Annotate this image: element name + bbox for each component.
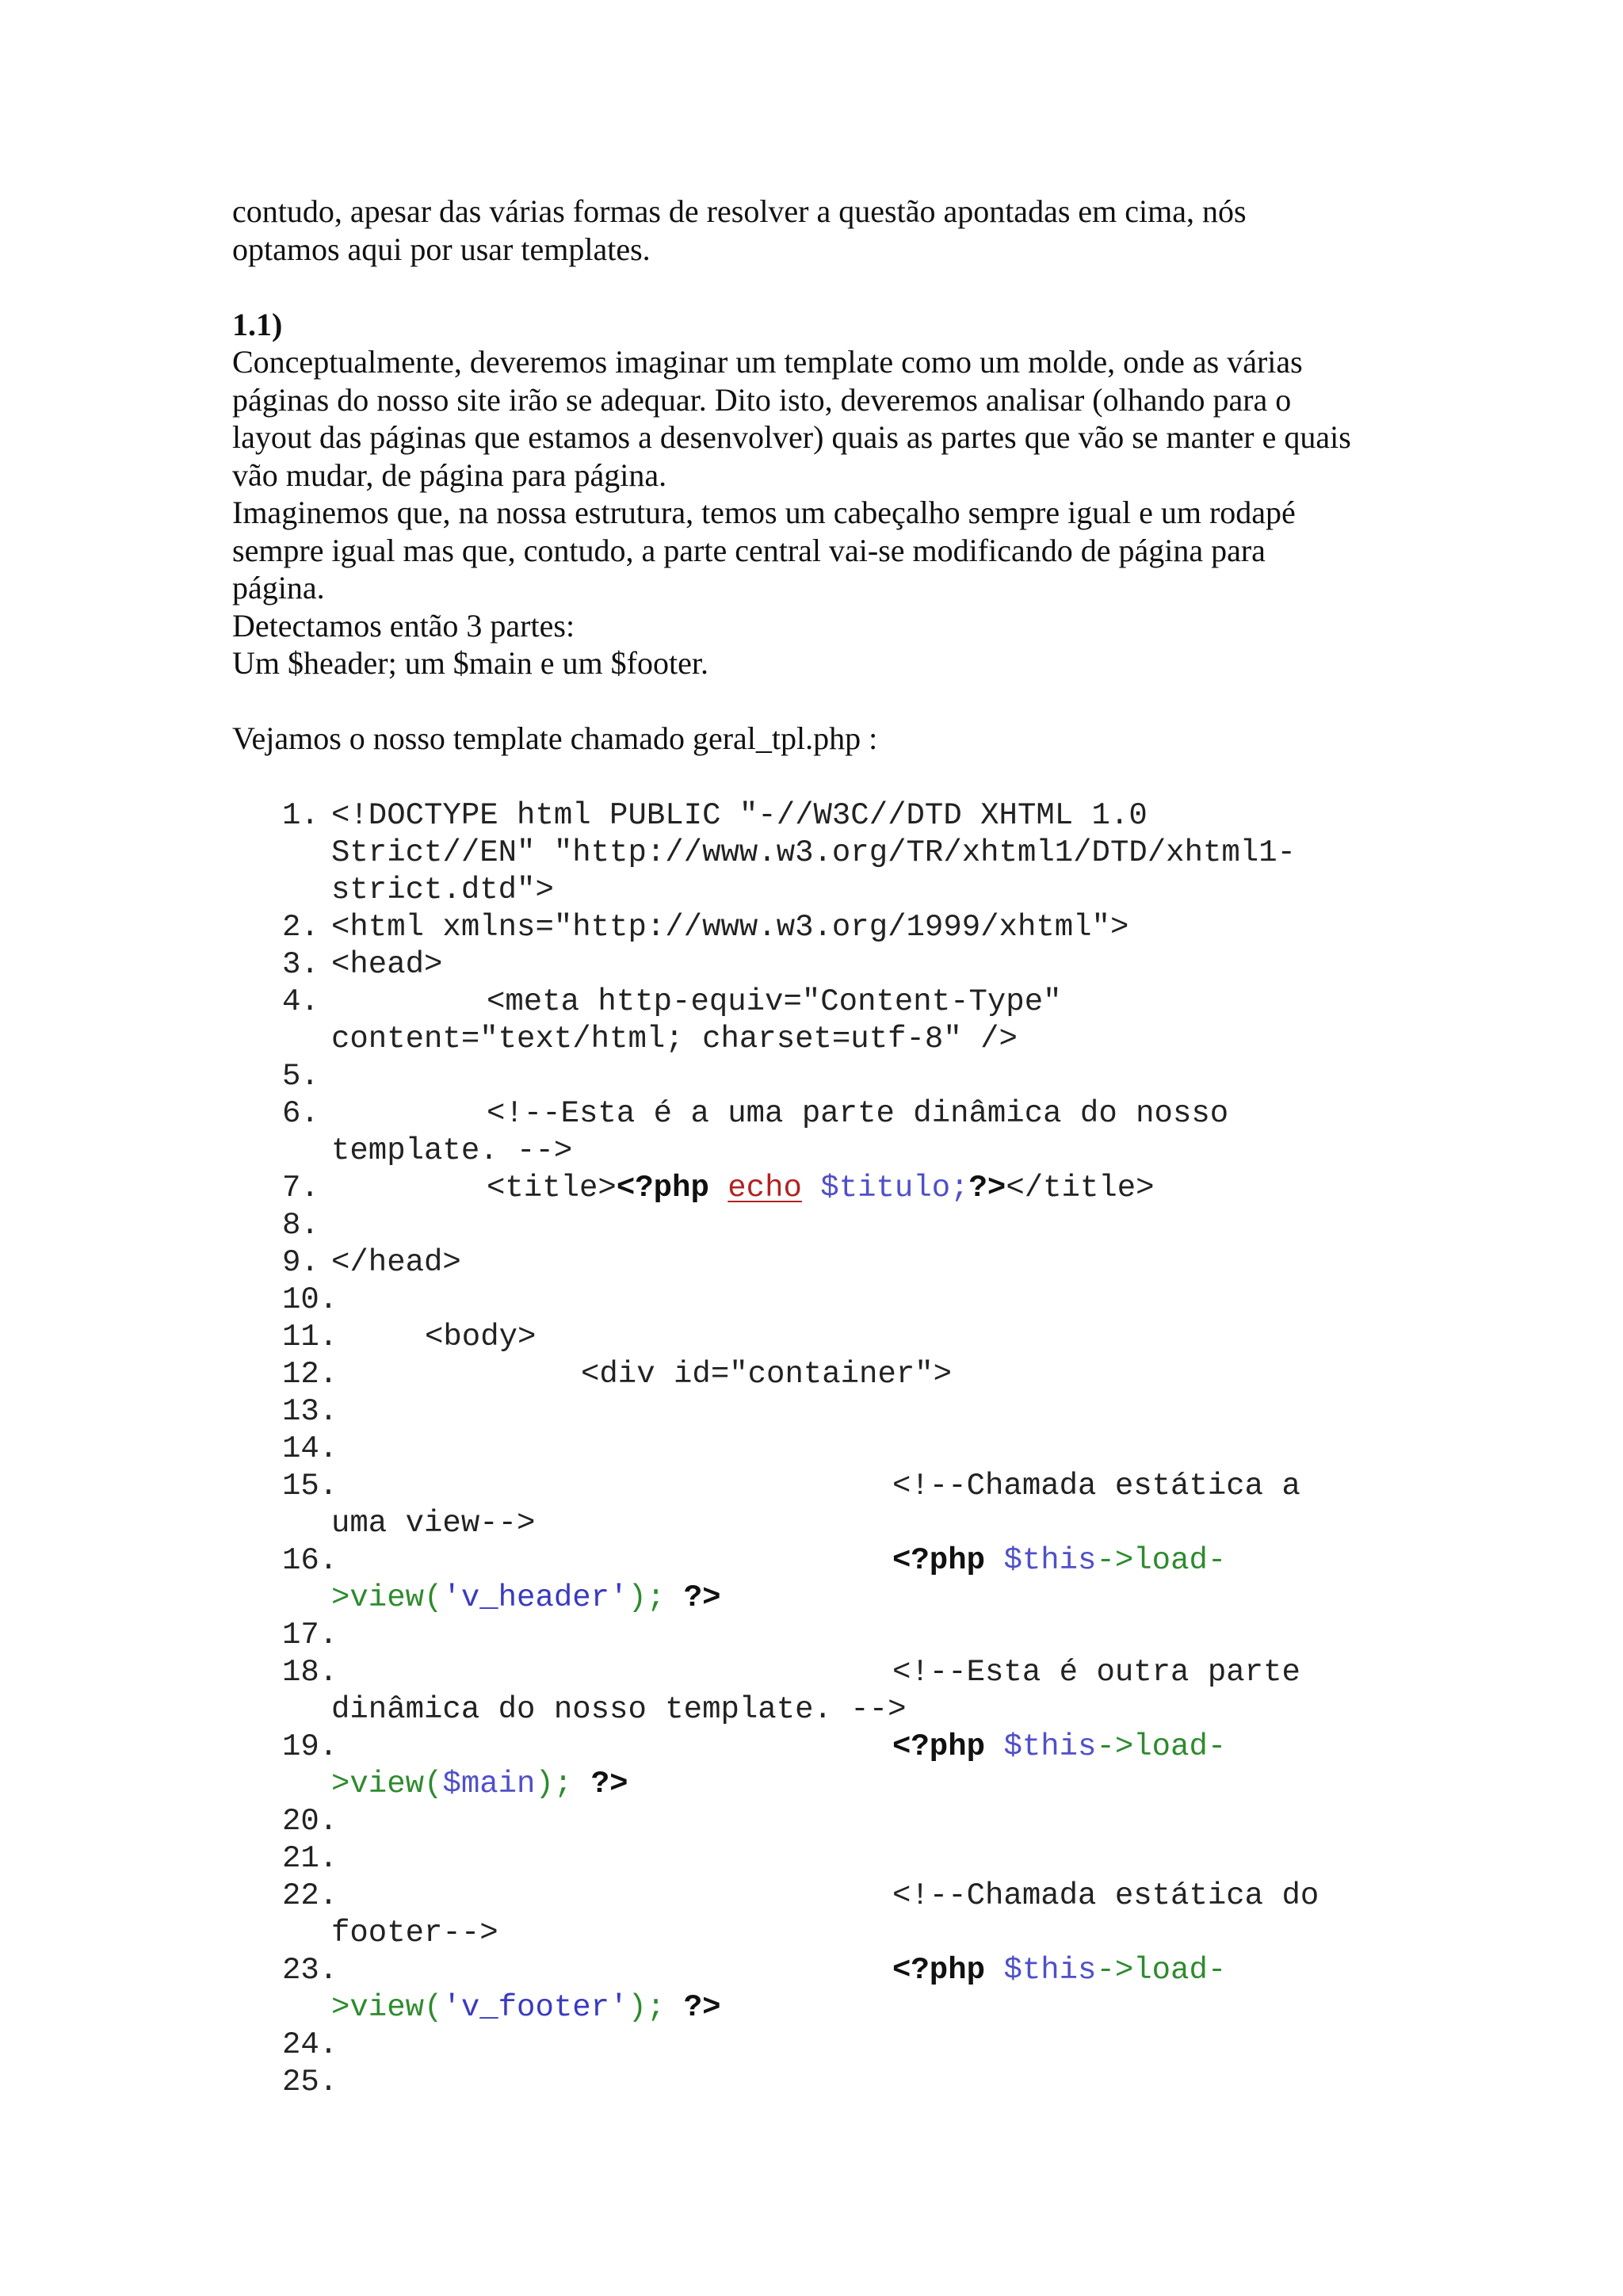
code-line: [282, 1878, 1392, 1952]
code-text: <!DOCTYPE html PUBLIC "-//W3C//DTD XHTML 1.0: [331, 798, 1148, 833]
php-method: ->load-: [1096, 1953, 1227, 1988]
code-line: [282, 1058, 1392, 1095]
code-text-row: [331, 1170, 1392, 1207]
code-line: [282, 909, 1392, 946]
code-line: [282, 1431, 1392, 1468]
code-text-row: [331, 1766, 1392, 1803]
line-number: 23.: [282, 1953, 338, 1988]
line-number: 19.: [282, 1729, 338, 1764]
section-heading: 1.1): [232, 306, 283, 342]
code-text-row: [331, 1878, 1392, 1915]
code-text: Strict//EN" "http://www.w3.org/TR/xhtml1/DTD/xhtml1-: [331, 835, 1296, 870]
php-method: ->load-: [1096, 1729, 1227, 1764]
code-line: [282, 1095, 1392, 1170]
code-comment: <!--Esta é outra parte: [892, 1655, 1300, 1690]
line-number: 1.: [282, 798, 319, 833]
php-variable: $this: [1003, 1953, 1097, 1988]
php-echo-keyword: echo: [727, 1171, 802, 1205]
php-close-tag: ?>: [968, 1171, 1006, 1205]
line-number: 21.: [282, 1841, 338, 1876]
line-number: 9.: [282, 1245, 319, 1280]
spacer: [232, 268, 1405, 306]
code-line: [282, 1654, 1392, 1729]
code-line: [282, 1356, 1392, 1393]
line-number: 3.: [282, 947, 319, 982]
line-number: 22.: [282, 1878, 338, 1913]
line-number: 14.: [282, 1431, 338, 1466]
paragraph-line: Detectamos então 3 partes:: [232, 607, 575, 644]
php-close-tag: ?>: [590, 1767, 628, 1801]
paragraph-line: layout das páginas que estamos a desenvolver) quais as partes que vão se manter e quais: [232, 419, 1351, 455]
paragraph-line: Conceptualmente, deveremos imaginar um template como um molde, onde as várias: [232, 344, 1303, 380]
code-text-row: [331, 1319, 1392, 1356]
php-method: >view(: [331, 1767, 443, 1801]
line-number: 25.: [282, 2065, 338, 2099]
line-number: 18.: [282, 1655, 338, 1690]
code-text: </head>: [331, 1245, 461, 1280]
code-tag: <div id="container">: [581, 1357, 953, 1392]
code-text: [331, 2064, 1392, 2101]
paragraph-line: optamos aqui por usar templates.: [232, 231, 651, 267]
code-text: [331, 1840, 1392, 1878]
code-text: [331, 1393, 1392, 1431]
php-open-tag: <?php: [616, 1171, 709, 1205]
php-variable: $main: [442, 1767, 536, 1801]
php-close-tag: ?>: [683, 1580, 721, 1615]
code-line: [282, 1542, 1392, 1617]
line-number: 24.: [282, 2027, 338, 2062]
paragraph-line: contudo, apesar das várias formas de resolver a questão apontadas em cima, nós: [232, 193, 1247, 229]
code-comment: <!--Esta é a uma parte dinâmica do nosso: [487, 1096, 1229, 1131]
code-text: [331, 1431, 1392, 1468]
php-open-tag: <?php: [892, 1953, 986, 1988]
php-close-tag: ?>: [683, 1990, 721, 2025]
code-text-row: [331, 1356, 1392, 1393]
line-number: 2.: [282, 910, 319, 945]
code-text: <head>: [331, 947, 443, 982]
spacer: [232, 682, 1405, 720]
php-string: 'v_footer': [442, 1990, 628, 2025]
code-comment: dinâmica do nosso template. -->: [331, 1692, 907, 1727]
code-tag: <body>: [425, 1320, 537, 1354]
line-number: 15.: [282, 1469, 338, 1503]
code-line: [282, 1170, 1392, 1207]
php-punctuation: );: [535, 1767, 573, 1801]
line-number: 17.: [282, 1618, 338, 1652]
code-text: [331, 1803, 1392, 1840]
code-text: <meta http-equiv="Content-Type": [487, 984, 1062, 1019]
code-line: [282, 1729, 1392, 1803]
php-open-tag: <?php: [892, 1543, 986, 1578]
line-number: 11.: [282, 1320, 338, 1354]
code-line: [282, 1468, 1392, 1542]
code-text: [331, 2027, 1392, 2064]
php-punctuation: );: [628, 1580, 666, 1615]
code-line: [282, 1207, 1392, 1244]
line-number: 10.: [282, 1282, 338, 1317]
code-line: [282, 946, 1392, 984]
code-text: content="text/html; charset=utf-8" />: [331, 1022, 1018, 1056]
code-text: <html xmlns="http://www.w3.org/1999/xhtml">: [331, 910, 1129, 945]
php-punctuation: );: [628, 1990, 666, 2025]
php-method: >view(: [331, 1990, 443, 2025]
code-text-row: [331, 1580, 1392, 1617]
line-number: 16.: [282, 1543, 338, 1578]
code-comment: <!--Chamada estática do: [892, 1878, 1319, 1913]
intro-line: Vejamos o nosso template chamado geral_tpl.php :: [232, 720, 878, 756]
line-number: 7.: [282, 1171, 319, 1205]
code-line: [282, 984, 1392, 1058]
php-variable: $titulo;: [820, 1171, 969, 1205]
code-comment: <!--Chamada estática a: [892, 1469, 1300, 1503]
line-number: 12.: [282, 1357, 338, 1392]
code-text-row: [331, 1542, 1392, 1580]
code-line: [282, 1840, 1392, 1878]
code-comment: footer-->: [331, 1916, 498, 1950]
paragraph-line: vão mudar, de página para página.: [232, 457, 667, 493]
code-text: [331, 1617, 1392, 1654]
line-number: 5.: [282, 1059, 319, 1094]
code-line: [282, 2027, 1392, 2064]
code-line: [282, 797, 1392, 909]
code-line: [282, 1319, 1392, 1356]
code-text-row: [331, 1654, 1392, 1691]
php-variable: $this: [1003, 1729, 1097, 1764]
paragraph-line: Um $header; um $main e um $footer.: [232, 645, 708, 681]
php-variable: $this: [1003, 1543, 1097, 1578]
code-text-row: [331, 1952, 1392, 1989]
code-text: [331, 1058, 1392, 1095]
code-comment: template. -->: [331, 1133, 573, 1168]
code-line: [282, 1393, 1392, 1431]
code-line: [282, 1282, 1392, 1319]
code-listing: [282, 797, 1392, 2101]
line-number: 4.: [282, 984, 319, 1019]
code-tag: </title>: [1006, 1171, 1155, 1205]
code-line: [282, 1952, 1392, 2027]
paragraph-line: sempre igual mas que, contudo, a parte central vai-se modificando de página para: [232, 532, 1266, 568]
php-open-tag: <?php: [892, 1729, 986, 1764]
document-text: [232, 193, 1405, 758]
line-number: 6.: [282, 1096, 319, 1131]
php-method: >view(: [331, 1580, 443, 1615]
paragraph-line: página.: [232, 570, 325, 606]
code-line: [282, 1244, 1392, 1282]
php-string: 'v_header': [442, 1580, 628, 1615]
code-text: [331, 1207, 1392, 1244]
code-comment: uma view-->: [331, 1506, 536, 1541]
line-number: 20.: [282, 1804, 338, 1839]
code-line: [282, 1617, 1392, 1654]
code-line: [282, 2064, 1392, 2101]
code-tag: <title>: [487, 1171, 617, 1205]
code-text: strict.dtd">: [331, 873, 554, 907]
code-line: [282, 1803, 1392, 1840]
paragraph-line: Imaginemos que, na nossa estrutura, temos um cabeçalho sempre igual e um rodapé: [232, 495, 1296, 530]
line-number: 13.: [282, 1394, 338, 1429]
code-text: [331, 1282, 1392, 1319]
code-text-row: [331, 984, 1392, 1021]
code-text-row: [331, 1729, 1392, 1766]
php-method: ->load-: [1096, 1543, 1227, 1578]
code-text-row: [331, 1989, 1392, 2027]
paragraph-line: páginas do nosso site irão se adequar. Dito isto, deveremos analisar (olhando para o: [232, 381, 1292, 418]
line-number: 8.: [282, 1208, 319, 1243]
code-text-row: [331, 1468, 1392, 1505]
code-text-row: [331, 1095, 1392, 1133]
